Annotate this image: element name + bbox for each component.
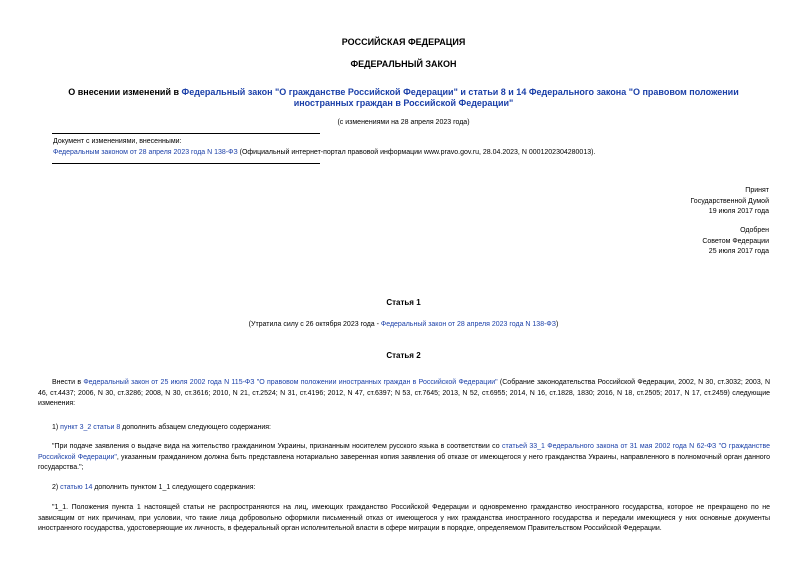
title-link-citizenship-law[interactable]: Федеральный закон "О гражданстве Российской Федерации" <box>181 87 458 97</box>
approved-label: Одобрен <box>740 227 769 234</box>
adoption-accepted <box>690 186 769 218</box>
accepted-by: Государственной Думой <box>690 197 769 205</box>
accepted-label: Принят <box>745 187 769 194</box>
title-prefix: О внесении изменений в <box>68 87 182 97</box>
article1-note-link[interactable]: Федеральный закон от 28 апреля 2023 года N 138-ФЗ <box>380 321 556 328</box>
amendment-link[interactable]: Федеральным законом от 28 апреля 2023 года N 138-ФЗ <box>53 149 238 156</box>
amendment-line <box>53 148 793 159</box>
title-rest[interactable]: и статьи 8 и 14 Федерального закона "О правовом положении иностранных граждан в Российской Федерации" <box>293 87 739 108</box>
amendment-label: Документ с изменениями, внесенными: <box>53 138 182 145</box>
approved-by: Советом Федерации <box>702 237 769 245</box>
approved-date: 25 июля 2017 года <box>708 248 769 255</box>
item1-prefix: 1) <box>52 424 61 431</box>
article2-quote1 <box>38 442 770 474</box>
document-title <box>40 87 767 109</box>
article2-item1 <box>38 423 770 434</box>
amendment-source: (Официальный интернет-портал правовой информации www.pravo.gov.ru, 28.04.2023, N 0001202304280013). <box>237 149 596 156</box>
quote1-rest: , указанным гражданином должна быть представлена нотариально заверенная копия заявления об отказе от имеющегося у него гражданства Украины, направленного в полномочный орган данного государства."; <box>38 453 770 471</box>
item1-rest: дополнить абзацем следующего содержания: <box>120 424 272 431</box>
item1-link[interactable]: пункт 3_2 статьи 8 <box>60 424 121 431</box>
quote1-prefix: "При подаче заявления о выдаче вида на жительство гражданином Украины, признанным носителем русского языка в соответствии со <box>52 443 502 450</box>
amendment-bottom-rule <box>52 163 320 164</box>
article2-quote2: "1_1. Положения пункта 1 настоящей статьи не распространяются на лиц, имеющих гражданство Российской Федерации и одновременно гражданство иностранного государства, которое не прекращено по не зависящим от них причинам, при условии, что такие лица добровольно оформили письменный отказ от имеющегося у них гражданства иностранного государства и передали имеющиеся у них основные документы иностранного государства, удостоверяющие их личность, в федеральный орган исполнительной власти в сфере миграции в порядке, определяемом Правительством Российской Федерации. <box>38 504 770 532</box>
country-heading: РОССИЙСКАЯ ФЕДЕРАЦИЯ <box>341 37 466 47</box>
accepted-date: 19 июля 2017 года <box>708 208 769 215</box>
quote1-link[interactable]: статьей 33_1 Федерального закона от 31 мая 2002 года N 62-ФЗ "О гражданстве Российской Федерации" <box>38 443 771 461</box>
article1-note-prefix: (Утратила силу с 26 октября 2023 года - <box>248 321 381 328</box>
intro-prefix: Внести в <box>52 379 84 386</box>
article2-intro <box>38 378 770 410</box>
article2-heading: Статья 2 <box>386 351 421 360</box>
intro-rest: (Собрание законодательства Российской Федерации, 2002, N 30, ст.3032; 2003, N 46, ст.4437; 2006, N 30, ст.3286; 2008, N 30, ст.3616; 2010, N 21, ст.2524; N 31, ст.4196; 2012, N 47, ст.6397; N 53, ст.7645; 2013, N 52, ст.6955; 2014, N 16, ст.1828, 1830; 2016, N 18, ст.2505; 2017, N 17, ст.2459) следующие изменения: <box>38 379 771 407</box>
adoption-approved <box>702 226 769 258</box>
amendment-top-rule <box>52 133 320 134</box>
article1-note-suffix: ) <box>555 321 559 328</box>
article1-note <box>0 320 807 331</box>
item2-prefix: 2) <box>52 484 61 491</box>
article2-item2 <box>38 483 770 494</box>
article1-heading: Статья 1 <box>386 298 421 307</box>
item2-link[interactable]: статью 14 <box>60 484 93 491</box>
edition-note: (с изменениями на 28 апреля 2023 года) <box>337 119 470 126</box>
item2-rest: дополнить пунктом 1_1 следующего содержания: <box>92 484 256 491</box>
intro-link-foreigners-law[interactable]: Федеральный закон от 25 июля 2002 года N 115-ФЗ "О правовом положении иностранных граждан в Российской Федерации" <box>83 379 498 386</box>
law-type-heading: ФЕДЕРАЛЬНЫЙ ЗАКОН <box>350 59 457 69</box>
